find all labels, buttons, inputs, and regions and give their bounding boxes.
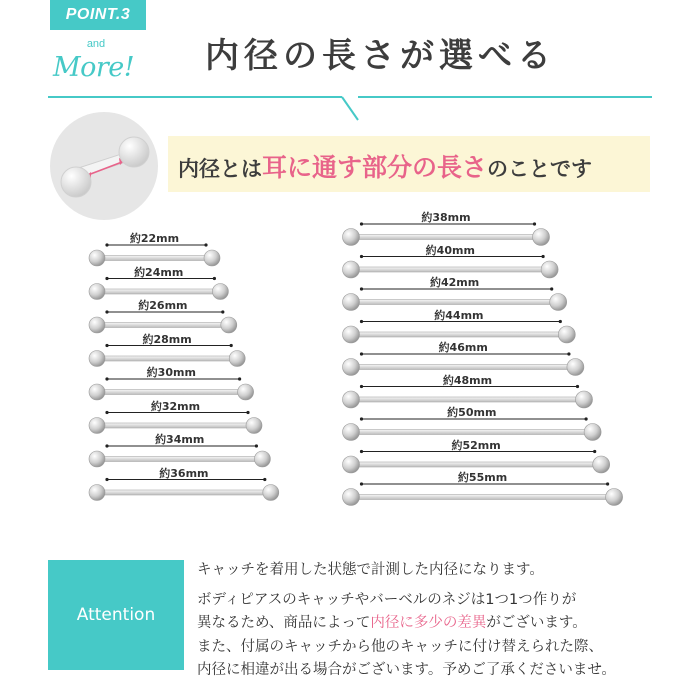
size-label: 約50mm [447,406,497,419]
note-line: 内径に相違が出る場合がございます。予めご了承くださいませ。 [197,662,616,678]
size-label: 約24mm [134,265,184,279]
size-label: 約40mm [425,243,475,257]
note-line: また、付属のキャッチから他のキャッチに付け替えられた際、 [197,638,603,655]
definition-suffix: のことです [487,157,593,181]
size-label: 約28mm [142,332,192,346]
page-title: 内径の長さが選べる [205,36,556,76]
size-label: 約42mm [429,276,480,289]
size-label: 約38mm [421,211,471,224]
size-label: 約44mm [434,308,484,322]
point-badge: POINT.3 [50,0,146,30]
size-label: 約46mm [438,341,488,354]
definition-highlight: 耳に通す部分の長さ [262,153,488,182]
size-label: 約52mm [451,438,501,452]
more-text: More! [53,52,135,83]
note-line: キャッチを着用した状態で計測した内径になります。 [197,562,544,578]
and-text: and [86,38,106,50]
size-label: 約32mm [150,399,201,413]
size-label: 約26mm [138,299,188,312]
size-label: 約55mm [457,471,508,484]
size-label: 約36mm [159,466,209,480]
note-text: 異なるため、商品によって [197,615,371,631]
attention-label: Attention [48,560,184,670]
note-highlight: 内径に多少の差異 [370,615,487,631]
size-label: 約48mm [442,373,493,387]
note-text: がございます。 [486,615,587,631]
attention-notes [197,559,616,683]
size-label: 約34mm [155,433,205,446]
note-line: ボディピアスのキャッチやバーベルのネジは1つ1つ作りが [197,591,577,608]
size-label: 約22mm [129,232,180,245]
size-label: 約30mm [146,366,196,379]
definition-prefix: 内径とは [178,157,262,181]
note-line [197,612,616,636]
